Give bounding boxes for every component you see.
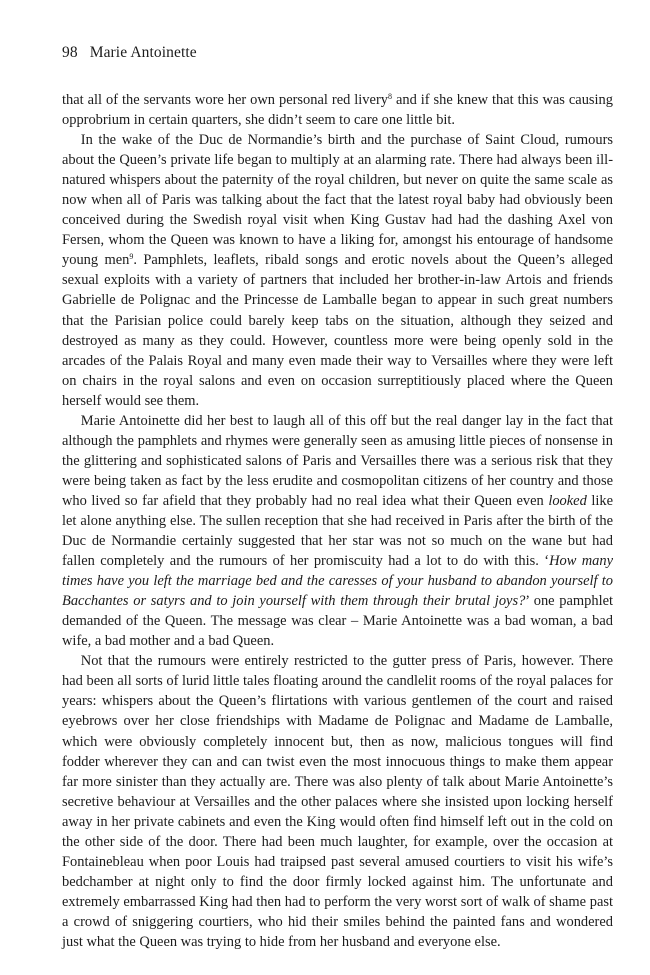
paragraph-4: [62, 651, 613, 952]
paragraph-2: [62, 130, 613, 411]
italic-span: looked: [548, 492, 587, 509]
text-span: . Pamphlets, leaflets, ribald songs and erotic novels about the Queen’s alleged sexual exploits with a variety of partners that included her brother-in-law Artois and friends Gabrielle de Polignac and the Princesse de Lamballe began to appear in such great numbers that the Parisian police could barely keep tabs on the situation, although they seized and destroyed as many as they could. However, countless more were being openly sold in the arcades of the Palais Royal and many even made their way to Versailles where they were left on chairs in the royal salons and even on occasion surreptitiously placed where the Queen herself would see them.: [62, 252, 613, 409]
text-span: like let alone anything else. The sullen reception that she had received in Paris after the birth of the Duc de Normandie certainly suggested that her star was not so much on the wane but had fallen completely and the rumours of her promiscuity had a lot to do with this. ‘: [62, 492, 613, 570]
footnote-marker-9: 9: [129, 252, 134, 262]
text-span: and if she knew that this was causing opprobrium in certain quarters, she didn’t seem to care one little bit.: [62, 92, 613, 129]
text-span: that all of the servants wore her own personal red livery: [62, 92, 388, 108]
text-span: In the wake of the Duc de Normandie’s birth and the purchase of Saint Cloud, rumours about the Queen’s private life began to multiply at an alarming rate. There had always been ill-natured whispers about the paternity of the royal children, but never on quite the same scale as now when all of Paris was talking about the fact that the latest royal baby had obviously been conceived during the Swedish royal visit when King Gustav had had the dashing Axel von Fersen, whom the Queen was known to have a liking for, amongst his entourage of handsome young men: [62, 132, 613, 269]
paragraph-1: [62, 90, 613, 130]
body-text: [62, 90, 613, 952]
pamphlet-quote: How many times have you left the marriage bed and the caresses of your husband to abandon yourself to Bacchantes or satyrs and to join yourself with them through their brutal joys?: [62, 553, 614, 610]
footnote-marker-8: 8: [387, 92, 392, 101]
paragraph-3: [62, 411, 613, 652]
running-header: [62, 44, 197, 62]
running-title: Marie Antoinette: [89, 44, 197, 61]
text-span: Marie Antoinette did her best to laugh all of this off but the real danger lay in the fact that although the pamphlets and rhymes were generally seen as amusing little pieces of nonsense in the glittering and sophisticated salons of Paris and Versailles there was a serious risk that they were being taken as fact by the less erudite and cosmopolitan citizens of her country and those who lived so far afield that they probably had no real idea what their Queen even: [62, 412, 613, 509]
text-span: ’ one pamphlet demanded of the Queen. The message was clear – Marie Antoinette was a bad woman, a bad wife, a bad mother and a bad Queen.: [62, 593, 613, 650]
page-number: 98: [62, 44, 78, 61]
text-span: Not that the rumours were entirely restricted to the gutter press of Paris, however. There had been all sorts of lurid little tales floating around the candlelit rooms of the royal palaces for years: whispers about the Queen’s flirtations with various gentlemen of the court and raised eyebrows over her close friendships with Madame de Polignac and Madame de Lamballe, which were obviously completely innocent but, then as now, malicious tongues will find fodder wherever they can and can twist even the most innocuous things to make them appear far more sinister than they actually are. There was also plenty of talk about Marie Antoinette’s secretive behaviour at Versailles and the other palaces where she insisted upon locking herself away in her private cabinets and even the King would often find himself left out in the cold on the other side of the door. There had been much laughter, for example, over the occasion at Fontainebleau when poor Louis had traipsed past several amused courtiers to visit his wife’s bedchamber at night only to find the door firmly locked against him. The unfortunate and extremely embarrassed King had then had to perform the very worst sort of walk of shame past a crowd of sniggering courtiers, who hid their smiles behind the painted fans and wondered just what the Queen was trying to hide from her husband and everyone else.: [62, 653, 613, 950]
